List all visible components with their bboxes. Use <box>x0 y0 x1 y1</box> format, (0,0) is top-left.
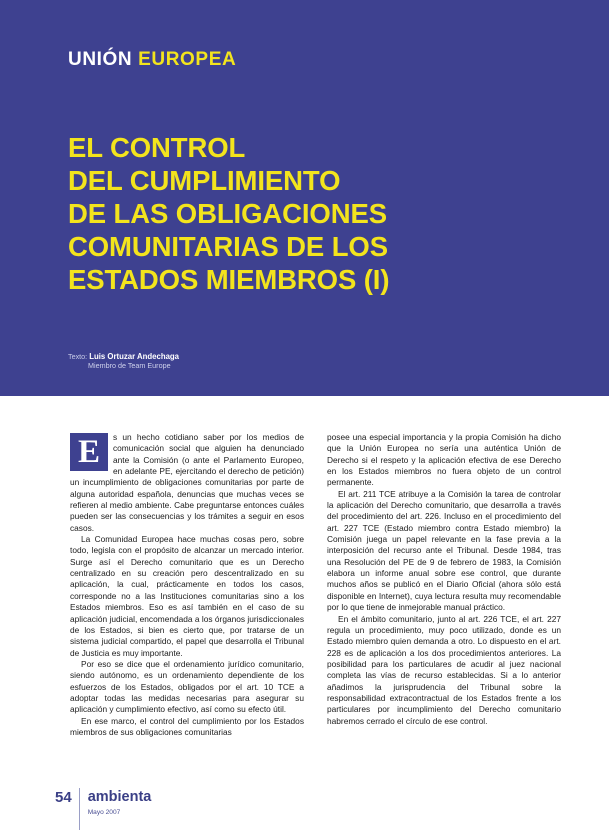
paragraph: posee una especial importancia y la propia Comisión ha dicho que la Unión Europea no sería una auténtica Unión de Derecho si el respeto y la aplicación efectiva de ese Derecho en los Estados miembros no fuera objeto de un control permanente. <box>327 432 561 488</box>
article-body <box>0 396 609 836</box>
byline-author: Luis Ortuzar Andechaga <box>89 352 180 361</box>
paragraph-text: s un hecho cotidiano saber por los medios de comunicación social que alguien ha denunciado ante la Comisión (o ante el Parlamento Europeo, en adelante PE, ejercitando el derecho de petición) un incumplimiento de obligaciones comunitarias por parte de alguna autoridad española, denuncias que muchas veces se refieren al medio ambiente. Cabe preguntarse entonces cuáles pueden ser las consecuencias y los trámites a seguir en esos casos. <box>70 432 304 533</box>
byline-affiliation: Miembro de Team Europe <box>88 361 171 371</box>
page-title <box>68 131 538 296</box>
headline-line-5: ESTADOS MIEMBROS (I) <box>68 264 390 296</box>
paragraph: El art. 211 TCE atribuye a la Comisión la tarea de controlar la aplicación del Derecho comunitario, que desarrolla a través del procedimiento del art. 226. Incluso en el procedimiento del art. 227 TCE (Estado miembro contra Estado miembro) la Comisión juega un papel relevante en la fase previa a la interposición del recurso ante el Tribunal. Desde 1984, tras una Resolución del PE de 9 de febrero de 1983, la Comisión elabora un informe anual sobre ese control, que durante muchos años se publicó en el Diario Oficial (ahora sólo está disponible en Internet), cuya lectura resulta muy recomendable por lo que tiene de inmejorable manual práctico. <box>327 488 561 613</box>
paragraph: En ese marco, el control del cumplimiento por los Estados miembros de sus obligaciones comunitarias <box>70 715 304 737</box>
paragraph-intro <box>70 432 304 534</box>
page-number: 54 <box>55 789 72 806</box>
byline <box>68 352 179 371</box>
hero-banner <box>0 0 609 396</box>
section-kicker <box>68 50 236 69</box>
paragraph: En el ámbito comunitario, junto al art. 226 TCE, el art. 227 regula un procedimiento, muy poco utilizado, donde es un Estado miembro quien demanda a otro. Lo dispuesto en el art. 228 es de aplicación a los dos procedimientos anteriores. La posibilidad para los particulares de acudir al juez nacional completa las vías de recurso establecidas. Si a lo anterior añadimos la jurisprudencia del Tribunal sobre la responsabilidad extracontractual de los Estados frente a los particulares por incumplimiento del Derecho comunitario habremos cerrado el círculo de ese control. <box>327 613 561 726</box>
drop-cap: E <box>70 433 108 471</box>
issue-date: Mayo 2007 <box>87 809 121 816</box>
hero-content <box>68 0 569 396</box>
text-column-right <box>327 432 561 727</box>
footer-meta <box>80 788 152 817</box>
headline-line-1: EL CONTROL <box>68 132 246 164</box>
paragraph: La Comunidad Europea hace muchas cosas pero, sobre todo, legisla con el propósito de alcanzar un mercado interior. Surge así el Derecho comunitario que es un Derecho centralizado en su creación pero descentralizado en su aplicación, la cual, prácticamente en todos los casos, corresponde no a las Instituciones comunitarias sino a los Estados miembros. Eso es así también en el caso de su aplicación judicial, encomendada a los órganos jurisdiccionales de los Estados, si bien es cierto que, por tratarse de un sistema judicial compartido, el papel que desarrolla el Tribunal de Justicia es muy importante. <box>70 534 304 658</box>
kicker-secondary: EUROPEA <box>138 49 237 70</box>
paragraph: Por eso se dice que el ordenamiento jurídico comunitario, siendo autónomo, es un ordenamiento dependiente de los esfuerzos de los Estados, obligados por el art. 10 TCE a adoptar todas las medidas necesarias para asegurar su aplicación y cumplimiento efectivo, así como su efecto útil. <box>70 658 304 715</box>
headline-line-2: DEL CUMPLIMIENTO <box>68 165 341 197</box>
headline-line-3: DE LAS OBLIGACIONES <box>68 198 387 230</box>
text-column-left <box>70 432 304 738</box>
headline-line-4: COMUNITARIAS DE LOS <box>68 231 388 263</box>
page-footer <box>55 788 151 830</box>
byline-label-text: Texto: <box>68 352 88 361</box>
byline-row <box>68 352 179 361</box>
kicker-primary: UNIÓN <box>68 49 133 70</box>
publication-name: ambienta <box>87 789 152 805</box>
